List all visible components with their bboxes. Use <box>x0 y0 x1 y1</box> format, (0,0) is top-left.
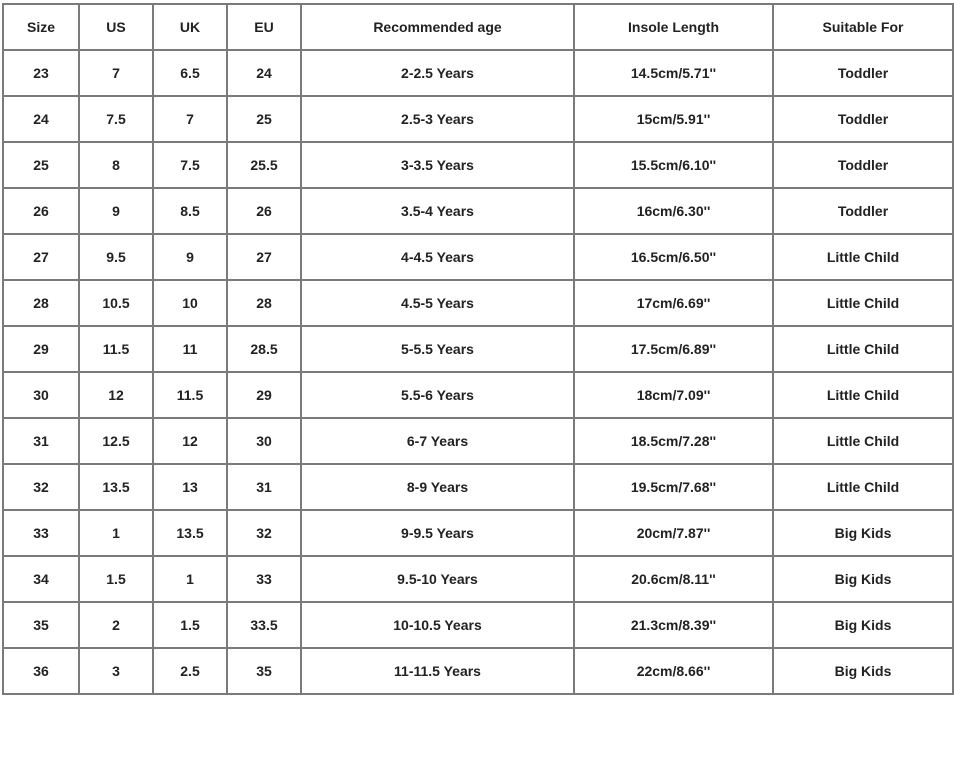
cell-suitable-for: Big Kids <box>773 648 953 694</box>
header-eu: EU <box>227 4 301 50</box>
table-row <box>3 96 953 142</box>
cell-insole-length: 19.5cm/7.68'' <box>574 464 773 510</box>
cell-suitable-for: Little Child <box>773 372 953 418</box>
cell-size: 33 <box>3 510 79 556</box>
cell-size: 25 <box>3 142 79 188</box>
table-row <box>3 464 953 510</box>
cell-size: 32 <box>3 464 79 510</box>
cell-uk: 11.5 <box>153 372 227 418</box>
cell-eu: 25 <box>227 96 301 142</box>
cell-suitable-for: Big Kids <box>773 602 953 648</box>
cell-us: 11.5 <box>79 326 153 372</box>
cell-recommended-age: 5.5-6 Years <box>301 372 574 418</box>
cell-recommended-age: 6-7 Years <box>301 418 574 464</box>
cell-us: 3 <box>79 648 153 694</box>
cell-eu: 28 <box>227 280 301 326</box>
cell-uk: 8.5 <box>153 188 227 234</box>
cell-us: 13.5 <box>79 464 153 510</box>
table-row <box>3 50 953 96</box>
table-row <box>3 418 953 464</box>
cell-suitable-for: Toddler <box>773 188 953 234</box>
cell-suitable-for: Little Child <box>773 326 953 372</box>
cell-us: 10.5 <box>79 280 153 326</box>
table-row <box>3 326 953 372</box>
cell-suitable-for: Little Child <box>773 234 953 280</box>
cell-insole-length: 22cm/8.66'' <box>574 648 773 694</box>
cell-us: 2 <box>79 602 153 648</box>
cell-suitable-for: Toddler <box>773 50 953 96</box>
cell-suitable-for: Big Kids <box>773 556 953 602</box>
header-size: Size <box>3 4 79 50</box>
cell-eu: 24 <box>227 50 301 96</box>
cell-eu: 31 <box>227 464 301 510</box>
header-suitable-for: Suitable For <box>773 4 953 50</box>
header-recommended-age: Recommended age <box>301 4 574 50</box>
cell-eu: 27 <box>227 234 301 280</box>
cell-suitable-for: Big Kids <box>773 510 953 556</box>
cell-eu: 28.5 <box>227 326 301 372</box>
cell-suitable-for: Little Child <box>773 280 953 326</box>
cell-us: 1 <box>79 510 153 556</box>
cell-us: 7.5 <box>79 96 153 142</box>
cell-us: 9.5 <box>79 234 153 280</box>
cell-uk: 7.5 <box>153 142 227 188</box>
cell-recommended-age: 8-9 Years <box>301 464 574 510</box>
cell-insole-length: 16.5cm/6.50'' <box>574 234 773 280</box>
cell-suitable-for: Little Child <box>773 418 953 464</box>
cell-us: 12 <box>79 372 153 418</box>
cell-eu: 25.5 <box>227 142 301 188</box>
cell-us: 1.5 <box>79 556 153 602</box>
cell-uk: 1 <box>153 556 227 602</box>
cell-eu: 26 <box>227 188 301 234</box>
cell-eu: 30 <box>227 418 301 464</box>
cell-eu: 29 <box>227 372 301 418</box>
cell-insole-length: 20.6cm/8.11'' <box>574 556 773 602</box>
cell-us: 8 <box>79 142 153 188</box>
cell-size: 35 <box>3 602 79 648</box>
cell-uk: 9 <box>153 234 227 280</box>
cell-insole-length: 16cm/6.30'' <box>574 188 773 234</box>
cell-insole-length: 15cm/5.91'' <box>574 96 773 142</box>
cell-uk: 10 <box>153 280 227 326</box>
cell-insole-length: 17.5cm/6.89'' <box>574 326 773 372</box>
cell-insole-length: 18cm/7.09'' <box>574 372 773 418</box>
header-us: US <box>79 4 153 50</box>
cell-recommended-age: 4-4.5 Years <box>301 234 574 280</box>
cell-size: 28 <box>3 280 79 326</box>
cell-suitable-for: Toddler <box>773 142 953 188</box>
cell-recommended-age: 3.5-4 Years <box>301 188 574 234</box>
table-header-row <box>3 4 953 50</box>
cell-insole-length: 14.5cm/5.71'' <box>574 50 773 96</box>
table-row <box>3 556 953 602</box>
cell-uk: 2.5 <box>153 648 227 694</box>
cell-recommended-age: 4.5-5 Years <box>301 280 574 326</box>
cell-recommended-age: 5-5.5 Years <box>301 326 574 372</box>
table-row <box>3 648 953 694</box>
cell-size: 34 <box>3 556 79 602</box>
cell-us: 9 <box>79 188 153 234</box>
cell-uk: 6.5 <box>153 50 227 96</box>
cell-size: 26 <box>3 188 79 234</box>
cell-recommended-age: 9.5-10 Years <box>301 556 574 602</box>
cell-recommended-age: 2.5-3 Years <box>301 96 574 142</box>
cell-suitable-for: Little Child <box>773 464 953 510</box>
cell-insole-length: 18.5cm/7.28'' <box>574 418 773 464</box>
cell-uk: 1.5 <box>153 602 227 648</box>
cell-size: 36 <box>3 648 79 694</box>
cell-insole-length: 17cm/6.69'' <box>574 280 773 326</box>
cell-eu: 33.5 <box>227 602 301 648</box>
cell-size: 23 <box>3 50 79 96</box>
cell-recommended-age: 9-9.5 Years <box>301 510 574 556</box>
cell-uk: 11 <box>153 326 227 372</box>
header-insole-length: Insole Length <box>574 4 773 50</box>
table-row <box>3 602 953 648</box>
cell-uk: 12 <box>153 418 227 464</box>
size-chart-table <box>2 3 954 695</box>
table-body <box>3 50 953 694</box>
cell-recommended-age: 2-2.5 Years <box>301 50 574 96</box>
cell-recommended-age: 3-3.5 Years <box>301 142 574 188</box>
table-row <box>3 234 953 280</box>
cell-insole-length: 15.5cm/6.10'' <box>574 142 773 188</box>
cell-uk: 13.5 <box>153 510 227 556</box>
cell-us: 7 <box>79 50 153 96</box>
cell-insole-length: 20cm/7.87'' <box>574 510 773 556</box>
size-chart-container <box>2 3 954 695</box>
cell-eu: 32 <box>227 510 301 556</box>
cell-size: 27 <box>3 234 79 280</box>
cell-size: 29 <box>3 326 79 372</box>
table-row <box>3 280 953 326</box>
cell-eu: 35 <box>227 648 301 694</box>
table-row <box>3 372 953 418</box>
cell-us: 12.5 <box>79 418 153 464</box>
table-row <box>3 188 953 234</box>
cell-size: 24 <box>3 96 79 142</box>
cell-uk: 7 <box>153 96 227 142</box>
cell-eu: 33 <box>227 556 301 602</box>
cell-uk: 13 <box>153 464 227 510</box>
header-uk: UK <box>153 4 227 50</box>
table-row <box>3 142 953 188</box>
cell-size: 31 <box>3 418 79 464</box>
cell-insole-length: 21.3cm/8.39'' <box>574 602 773 648</box>
cell-size: 30 <box>3 372 79 418</box>
cell-recommended-age: 11-11.5 Years <box>301 648 574 694</box>
cell-suitable-for: Toddler <box>773 96 953 142</box>
table-row <box>3 510 953 556</box>
cell-recommended-age: 10-10.5 Years <box>301 602 574 648</box>
